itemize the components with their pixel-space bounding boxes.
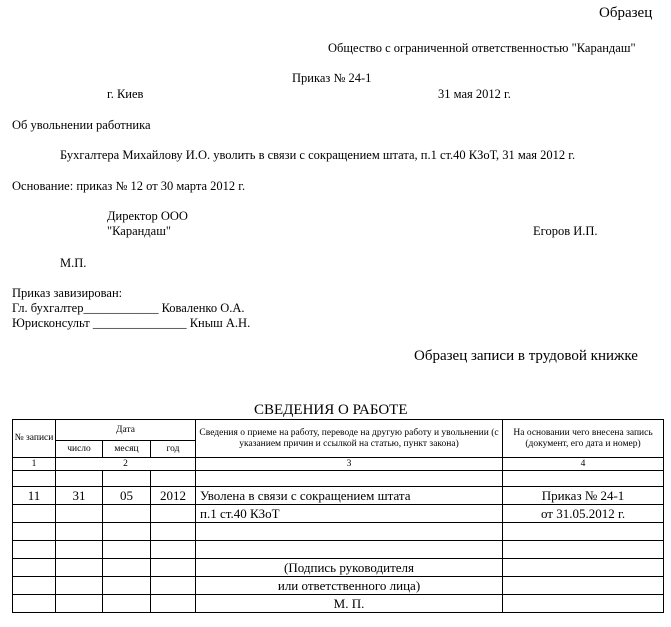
table-row xyxy=(13,487,664,505)
workbook-table-title: СВЕДЕНИЯ О РАБОТЕ xyxy=(254,402,408,418)
signature-line1: (Подпись руководителя xyxy=(196,559,503,577)
entry-basis-line1: Приказ № 24-1 xyxy=(503,487,664,505)
table-row xyxy=(13,595,664,613)
header-record-no: № записи xyxy=(13,420,56,458)
column-number: 2 xyxy=(56,458,196,471)
header-date: Дата xyxy=(56,420,196,441)
work-records-table xyxy=(12,419,664,613)
company-name: Общество с ограниченной ответственностью "Карандаш" xyxy=(328,41,636,55)
table-row xyxy=(13,541,664,559)
column-number: 1 xyxy=(13,458,56,471)
order-city: г. Киев xyxy=(107,87,144,101)
director-title-line2: "Карандаш" xyxy=(107,224,171,238)
director-title-line1: Директор ООО xyxy=(107,209,188,223)
entry-info-line2: п.1 ст.40 КЗоТ xyxy=(196,505,503,523)
header-day: число xyxy=(56,441,103,458)
column-number-row xyxy=(13,458,664,471)
order-basis: Основание: приказ № 12 от 30 марта 2012 г. xyxy=(12,179,246,193)
table-header-row xyxy=(13,420,664,441)
table-row xyxy=(13,577,664,595)
column-number: 4 xyxy=(503,458,664,471)
visa-lawyer: Юрисконсульт _______________ Кныш А.Н. xyxy=(12,316,251,330)
visas-title: Приказ завизирован: xyxy=(12,286,123,300)
table-row xyxy=(13,505,664,523)
entry-day: 31 xyxy=(56,487,103,505)
signature-line2: или ответственного лица) xyxy=(196,577,503,595)
order-title: Приказ № 24-1 xyxy=(292,71,372,85)
column-number: 3 xyxy=(196,458,503,471)
order-body: Бухгалтера Михайлову И.О. уволить в связи с сокращением штата, п.1 ст.40 КЗоТ, 31 мая 2012 г. xyxy=(60,148,576,162)
entry-record-no: 11 xyxy=(13,487,56,505)
header-info: Сведения о приеме на работу, переводе на другую работу и увольнении (с указанием причин и ссылкой на статью, пункт закона) xyxy=(196,420,503,458)
order-date: 31 мая 2012 г. xyxy=(438,87,511,101)
director-name: Егоров И.П. xyxy=(533,224,598,238)
entry-year: 2012 xyxy=(151,487,196,505)
order-stamp: М.П. xyxy=(60,256,87,270)
table-row xyxy=(13,471,664,487)
header-month: месяц xyxy=(103,441,151,458)
sample-label: Образец xyxy=(599,5,653,21)
order-subject: Об увольнении работника xyxy=(12,118,151,132)
header-basis: На основании чего внесена запись (документ, его дата и номер) xyxy=(503,420,664,458)
table-row xyxy=(13,559,664,577)
entry-month: 05 xyxy=(103,487,151,505)
entry-info-line1: Уволена в связи с сокращением штата xyxy=(196,487,503,505)
entry-basis-line2: от 31.05.2012 г. xyxy=(503,505,664,523)
signature-stamp: М. П. xyxy=(196,595,503,613)
header-year: год xyxy=(151,441,196,458)
workbook-caption: Образец записи в трудовой книжке xyxy=(414,348,638,364)
table-row xyxy=(13,523,664,541)
visa-accountant: Гл. бухгалтер____________ Коваленко О.А. xyxy=(12,301,245,315)
